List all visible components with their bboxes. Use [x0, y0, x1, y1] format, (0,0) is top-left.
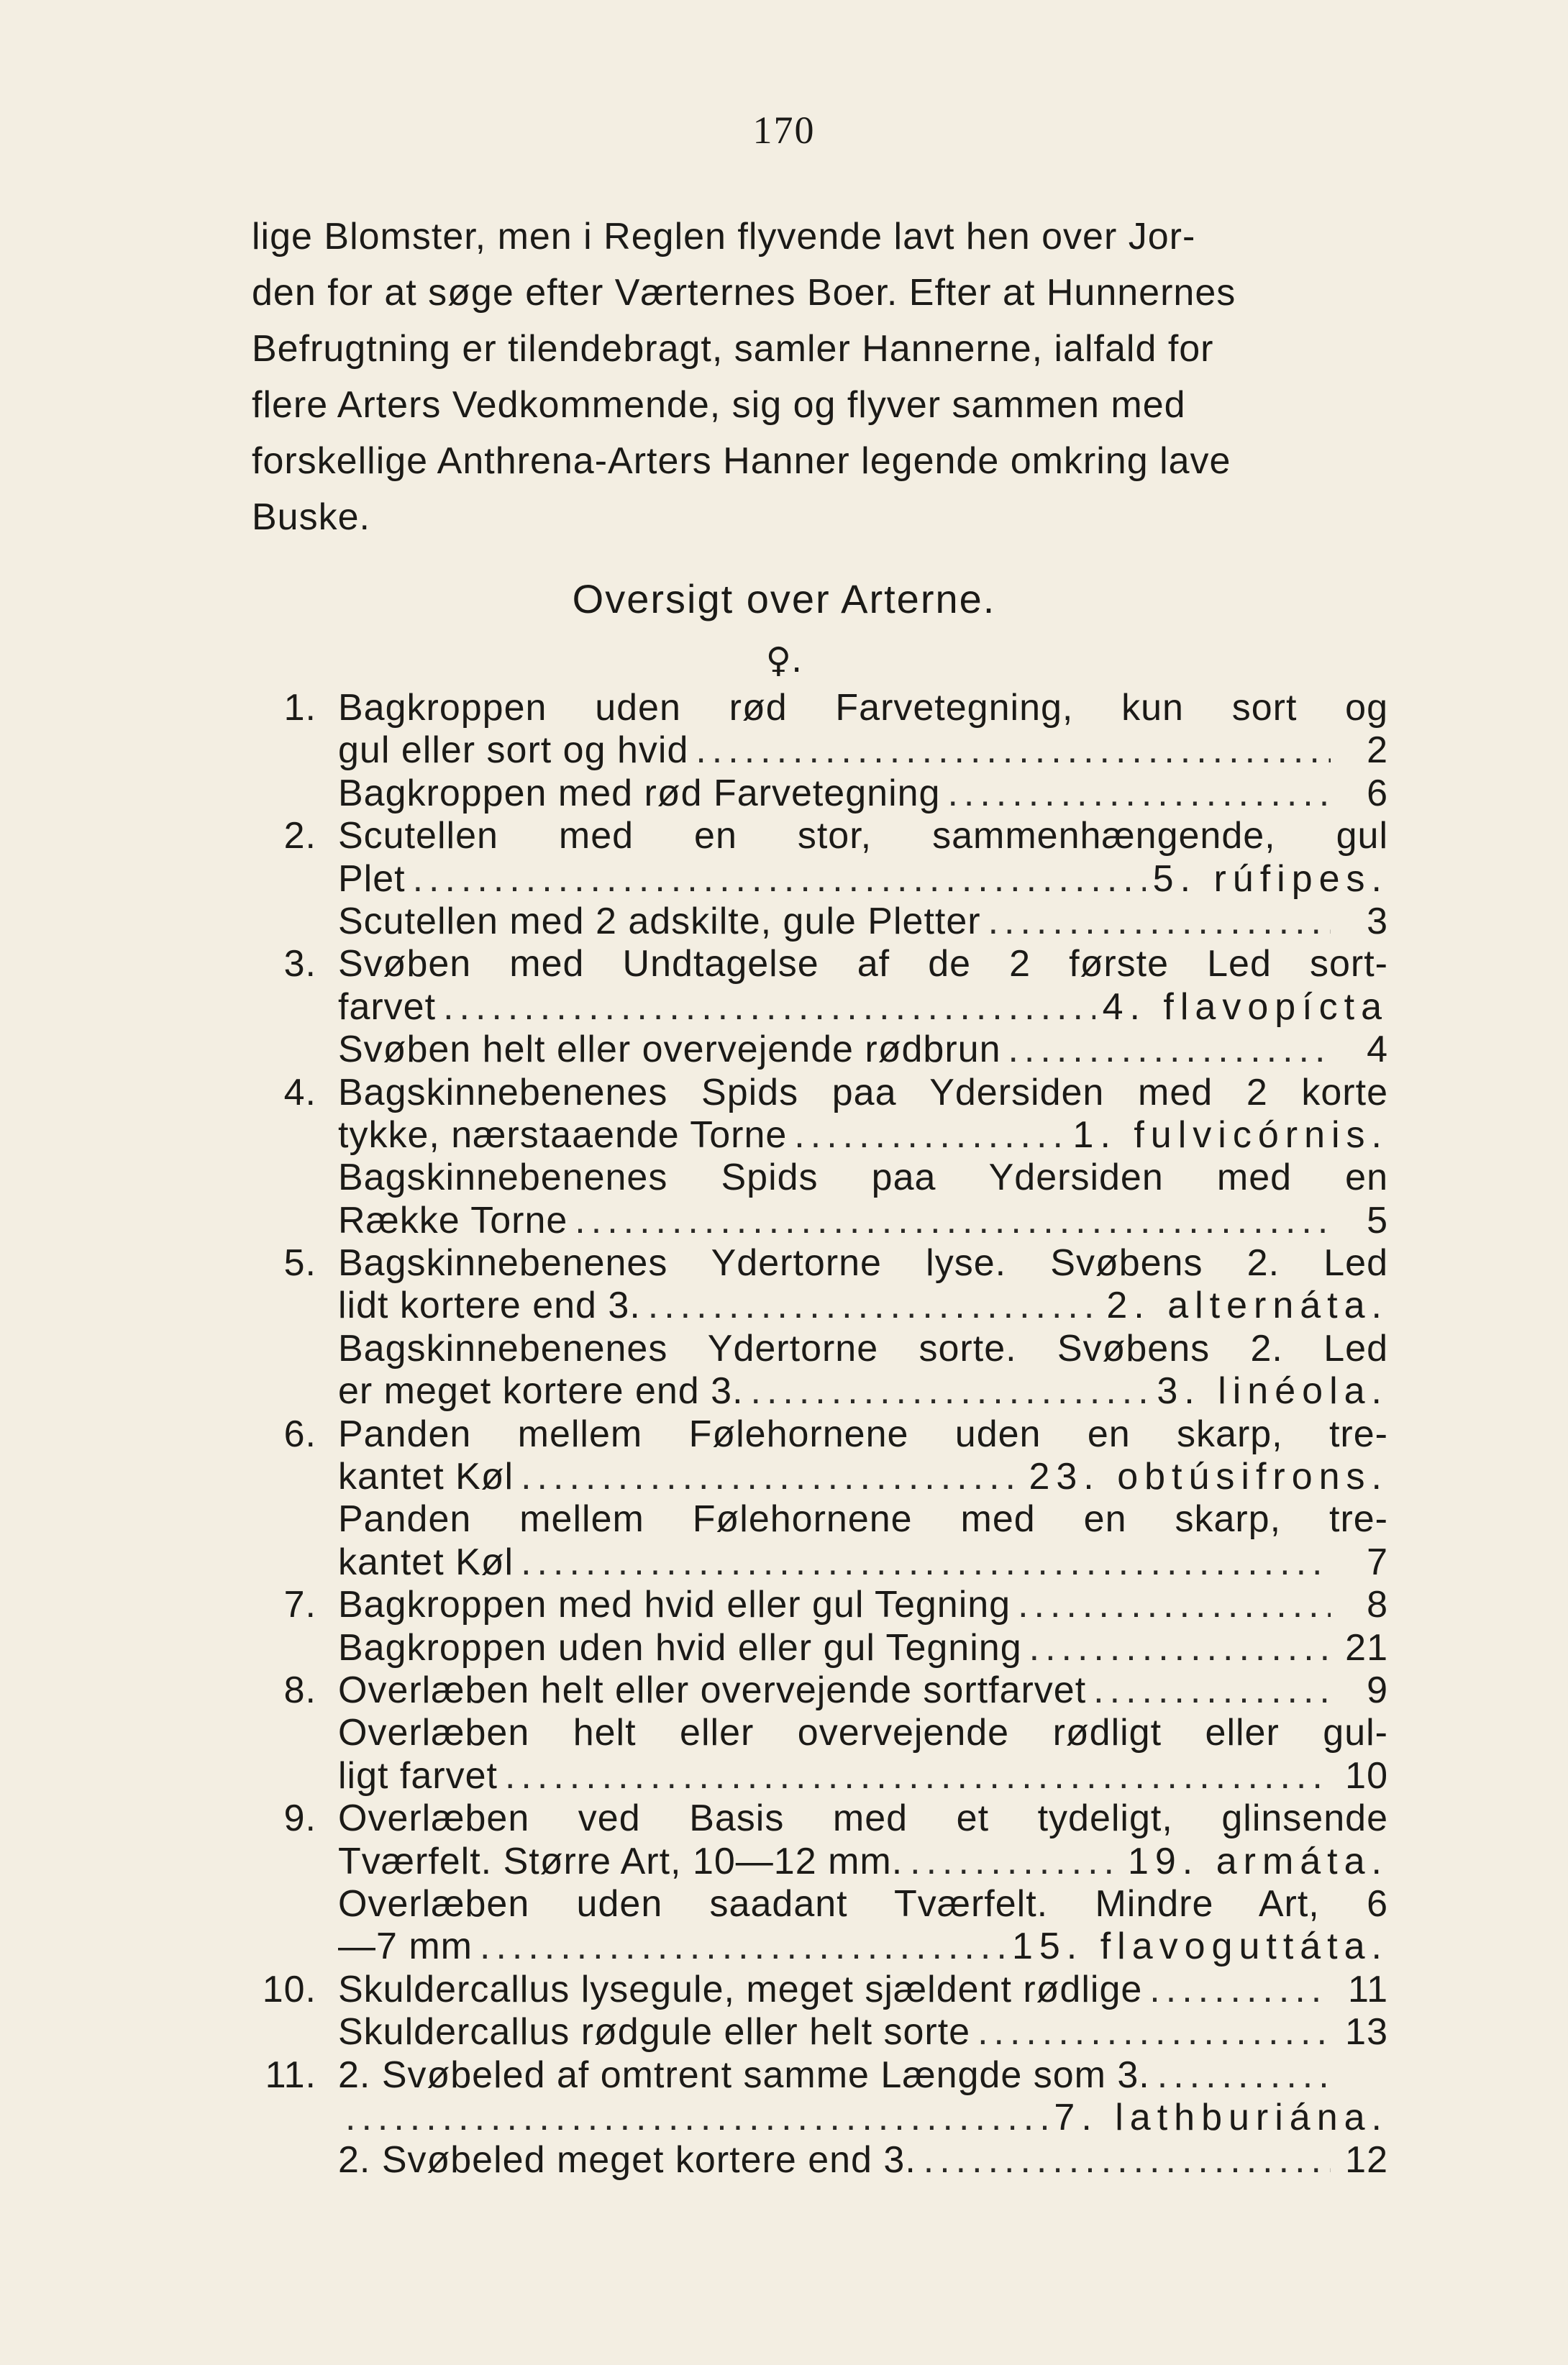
key-text: [338, 1969, 1338, 2011]
key-line: [230, 2139, 1424, 2182]
key-text-content: 2. Svøbeled meget kortere end 3.: [338, 2139, 916, 2182]
key-text: [338, 901, 1338, 943]
couplet-reference: 6: [1367, 772, 1388, 814]
key-text-content: Overlæben ved Basis med et tydeligt, glinsende: [338, 1797, 1388, 1840]
key-text-content: Svøben helt eller overvejende rødbrun: [338, 1029, 1001, 1071]
species-name: 1. fulvicórnis.: [1072, 1113, 1388, 1156]
key-text-content: Skuldercallus lysegule, meget sjældent rødlige: [338, 1968, 1143, 2010]
key-line: [230, 1541, 1424, 1584]
key-text-content: Bagskinnebenenes Ydertorne sorte. Svøbens 2. Led: [338, 1327, 1388, 1370]
key-line: [230, 1285, 1424, 1327]
key-text: [338, 1926, 1388, 1968]
intro-line: flere Arters Vedkommende, sig og flyver sammen med: [252, 384, 1186, 426]
key-text-content: Overlæben helt eller overvejende sortfarvet: [338, 1669, 1087, 1711]
key-line: [230, 1456, 1424, 1498]
dot-leader: [521, 1541, 1331, 1584]
key-line: [230, 1669, 1424, 1712]
key-text-content: Tværfelt. Større Art, 10—12 mm.: [338, 1840, 903, 1882]
key-line: [230, 858, 1424, 901]
couplet-reference: 10: [1345, 1754, 1388, 1797]
key-text-content: Skuldercallus rødgule eller helt sorte: [338, 2011, 971, 2054]
key-line: [230, 687, 1424, 729]
dot-leader: [924, 2139, 1331, 2182]
couplet-number: 8.: [283, 1669, 316, 1711]
key-text: [338, 1370, 1388, 1413]
dot-leader: [977, 2011, 1331, 2054]
key-line: [230, 1883, 1424, 1926]
key-text-content: 2. Svøbeled af omtrent samme Længde som 3.: [338, 2054, 1150, 2096]
species-name: 2. alternáta.: [1106, 1285, 1388, 1327]
key-text: [338, 1242, 1388, 1285]
dot-leader: [988, 901, 1331, 943]
key-text-content: Overlæben helt eller overvejende rødligt eller gul-: [338, 1712, 1388, 1754]
key-text: [338, 1029, 1338, 1071]
key-line: [230, 1712, 1424, 1754]
key-text: [338, 815, 1388, 857]
dot-leader: [751, 1370, 1150, 1413]
dot-leader: [480, 1926, 1005, 1968]
couplet-reference: 9: [1367, 1669, 1388, 1711]
key-line: [230, 1157, 1424, 1199]
intro-line: Buske.: [252, 496, 370, 538]
key-line: [230, 1114, 1424, 1157]
dot-leader: [1149, 1969, 1331, 2011]
couplet-reference: 7: [1367, 1541, 1388, 1583]
dot-leader: [910, 1841, 1121, 1883]
dot-leader: [1018, 1584, 1331, 1626]
dot-leader: [648, 1285, 1100, 1327]
key-text-content: farvet: [338, 985, 437, 1028]
couplet-number: 9.: [283, 1797, 316, 1840]
key-text: [338, 1541, 1338, 1584]
key-text: [338, 773, 1338, 815]
key-text-content: Plet: [338, 857, 406, 900]
dot-leader: [794, 1114, 1065, 1157]
key-text: [338, 1328, 1388, 1370]
key-text: [338, 1456, 1388, 1498]
key-line: [230, 986, 1424, 1029]
key-text: [338, 729, 1338, 772]
key-text-content: gul eller sort og hvid: [338, 729, 689, 772]
key-text: [338, 986, 1388, 1029]
key-text-content: Bagskinnebenenes Spids paa Ydersiden med en: [338, 1157, 1388, 1199]
key-text: [338, 1841, 1388, 1883]
key-line: [230, 1627, 1424, 1669]
intro-line: lige Blomster, men i Reglen flyvende lavt hen over Jor-: [252, 216, 1196, 258]
key-text: [338, 2054, 1338, 2097]
key-line: [230, 1841, 1424, 1883]
key-line: [230, 1242, 1424, 1285]
key-text: [338, 1157, 1388, 1199]
dot-leader: [696, 729, 1331, 772]
key-line: [230, 729, 1424, 772]
intro-line: Befrugtning er tilendebragt, samler Hannerne, ialfald for: [252, 328, 1214, 370]
key-line: [230, 1413, 1424, 1456]
species-name: 23. obtúsifrons.: [1029, 1456, 1388, 1498]
key-text-content: Bagkroppen med hvid eller gul Tegning: [338, 1584, 1011, 1626]
couplet-number: 10.: [262, 1968, 316, 2010]
key-text: [338, 1627, 1338, 1669]
dot-leader: [575, 1200, 1331, 1242]
key-line: [230, 1498, 1424, 1541]
dot-leader: [505, 1755, 1331, 1797]
key-text: [338, 1072, 1388, 1114]
key-text: [338, 1883, 1388, 1926]
species-name: 5. rúfipes.: [1152, 857, 1388, 900]
couplet-reference: 5: [1367, 1199, 1388, 1241]
key-text: [338, 2011, 1338, 2054]
couplet-reference: 8: [1367, 1584, 1388, 1626]
couplet-reference: 2: [1367, 729, 1388, 772]
key-line: [230, 2054, 1424, 2097]
key-text: [338, 1285, 1388, 1327]
key-line: [230, 1926, 1424, 1968]
species-name: 15. flavoguttáta.: [1011, 1926, 1388, 1968]
couplet-number: 7.: [283, 1584, 316, 1626]
key-line: [230, 1370, 1424, 1413]
key-line: [230, 943, 1424, 985]
key-text: [338, 858, 1388, 901]
female-symbol: ♀.: [765, 640, 803, 680]
key-text-content: Bagskinnebenenes Ydertorne lyse. Svøbens 2. Led: [338, 1242, 1388, 1285]
key-text: [338, 943, 1388, 985]
intro-line: forskellige Anthrena-Arters Hanner legende omkring lave: [252, 440, 1231, 482]
key-line: [230, 773, 1424, 815]
key-text: [338, 1498, 1388, 1541]
key-text-content: tykke, nærstaaende Torne: [338, 1113, 788, 1156]
key-text-content: kantet Køl: [338, 1456, 514, 1498]
couplet-reference: 21: [1345, 1626, 1388, 1669]
couplet-reference: 11: [1348, 1968, 1388, 2010]
key-text: [338, 687, 1388, 729]
couplet-number: 5.: [283, 1242, 316, 1285]
section-heading: Oversigt over Arterne.: [572, 576, 996, 621]
key-text-content: Bagkroppen uden rød Farvetegning, kun sort og: [338, 687, 1388, 729]
key-line: [230, 815, 1424, 857]
key-text-content: Bagskinnebenenes Spids paa Ydersiden med 2 korte: [338, 1071, 1388, 1113]
couplet-number: 3.: [283, 943, 316, 985]
identification-key: [230, 687, 1424, 2182]
key-text-content: Panden mellem Følehornene uden en skarp, tre-: [338, 1413, 1388, 1455]
couplet-reference: 13: [1345, 2011, 1388, 2054]
key-text-content: Bagkroppen med rød Farvetegning: [338, 772, 941, 814]
key-line: [230, 2097, 1424, 2139]
key-line: [230, 1200, 1424, 1242]
dot-leader: [1029, 1627, 1331, 1669]
couplet-reference: 12: [1345, 2139, 1388, 2182]
dot-leader: [1008, 1029, 1331, 1071]
key-text-content: kantet Køl: [338, 1541, 514, 1583]
key-text-content: Scutellen med en stor, sammenhængende, gul: [338, 815, 1388, 857]
key-text: [338, 1413, 1388, 1456]
key-text-content: Række Torne: [338, 1199, 568, 1241]
key-line: [230, 1072, 1424, 1114]
key-text-content: Bagkroppen uden hvid eller gul Tegning: [338, 1626, 1022, 1669]
intro-paragraph: [252, 209, 1410, 545]
key-line: [230, 1584, 1424, 1626]
key-text: [338, 2097, 1388, 2139]
key-line: [230, 901, 1424, 943]
key-text-content: ligt farvet: [338, 1754, 498, 1797]
couplet-number: 4.: [283, 1071, 316, 1113]
couplet-reference: 3: [1367, 900, 1388, 942]
dot-leader: [1157, 2054, 1331, 2097]
dot-leader: [521, 1456, 1021, 1498]
key-text: [338, 1584, 1338, 1626]
dot-leader: [1093, 1669, 1331, 1712]
key-line: [230, 1029, 1424, 1071]
key-text-content: Svøben med Undtagelse af de 2 første Led sort-: [338, 943, 1388, 985]
key-text-content: er meget kortere end 3.: [338, 1370, 744, 1413]
dot-leader: [947, 773, 1331, 815]
species-name: 3. linéola.: [1157, 1370, 1388, 1413]
key-line: [230, 2011, 1424, 2054]
species-name: 19. armáta.: [1127, 1840, 1388, 1882]
couplet-reference: 4: [1367, 1029, 1388, 1071]
couplet-number: 2.: [283, 815, 316, 857]
key-line: [230, 1969, 1424, 2011]
page-number: 170: [752, 109, 816, 152]
key-line: [230, 1755, 1424, 1797]
dot-leader: [345, 2097, 1047, 2139]
key-text-content: Overlæben uden saadant Tværfelt. Mindre Art, 6: [338, 1882, 1388, 1925]
key-text: [338, 1669, 1338, 1712]
key-text-content: Scutellen med 2 adskilte, gule Pletter: [338, 900, 981, 942]
key-text: [338, 1797, 1388, 1840]
species-name: 4. flavopícta: [1102, 985, 1388, 1028]
key-text-content: Panden mellem Følehornene med en skarp, tre-: [338, 1498, 1388, 1541]
couplet-number: 11.: [265, 2054, 316, 2096]
key-text: [338, 1200, 1338, 1242]
dot-leader: [443, 986, 1095, 1029]
key-text: [338, 2139, 1338, 2182]
dot-leader: [413, 858, 1146, 901]
intro-line: den for at søge efter Værternes Boer. Efter at Hunnernes: [252, 272, 1236, 314]
key-text: [338, 1755, 1338, 1797]
couplet-number: 1.: [283, 687, 316, 729]
couplet-number: 6.: [283, 1413, 316, 1455]
key-text-content: —7 mm: [338, 1926, 473, 1968]
key-text: [338, 1114, 1388, 1157]
species-name: 7. lathburiána.: [1054, 2096, 1388, 2138]
key-line: [230, 1328, 1424, 1370]
key-text-content: lidt kortere end 3.: [338, 1285, 641, 1327]
key-line: [230, 1797, 1424, 1840]
key-text: [338, 1712, 1388, 1754]
